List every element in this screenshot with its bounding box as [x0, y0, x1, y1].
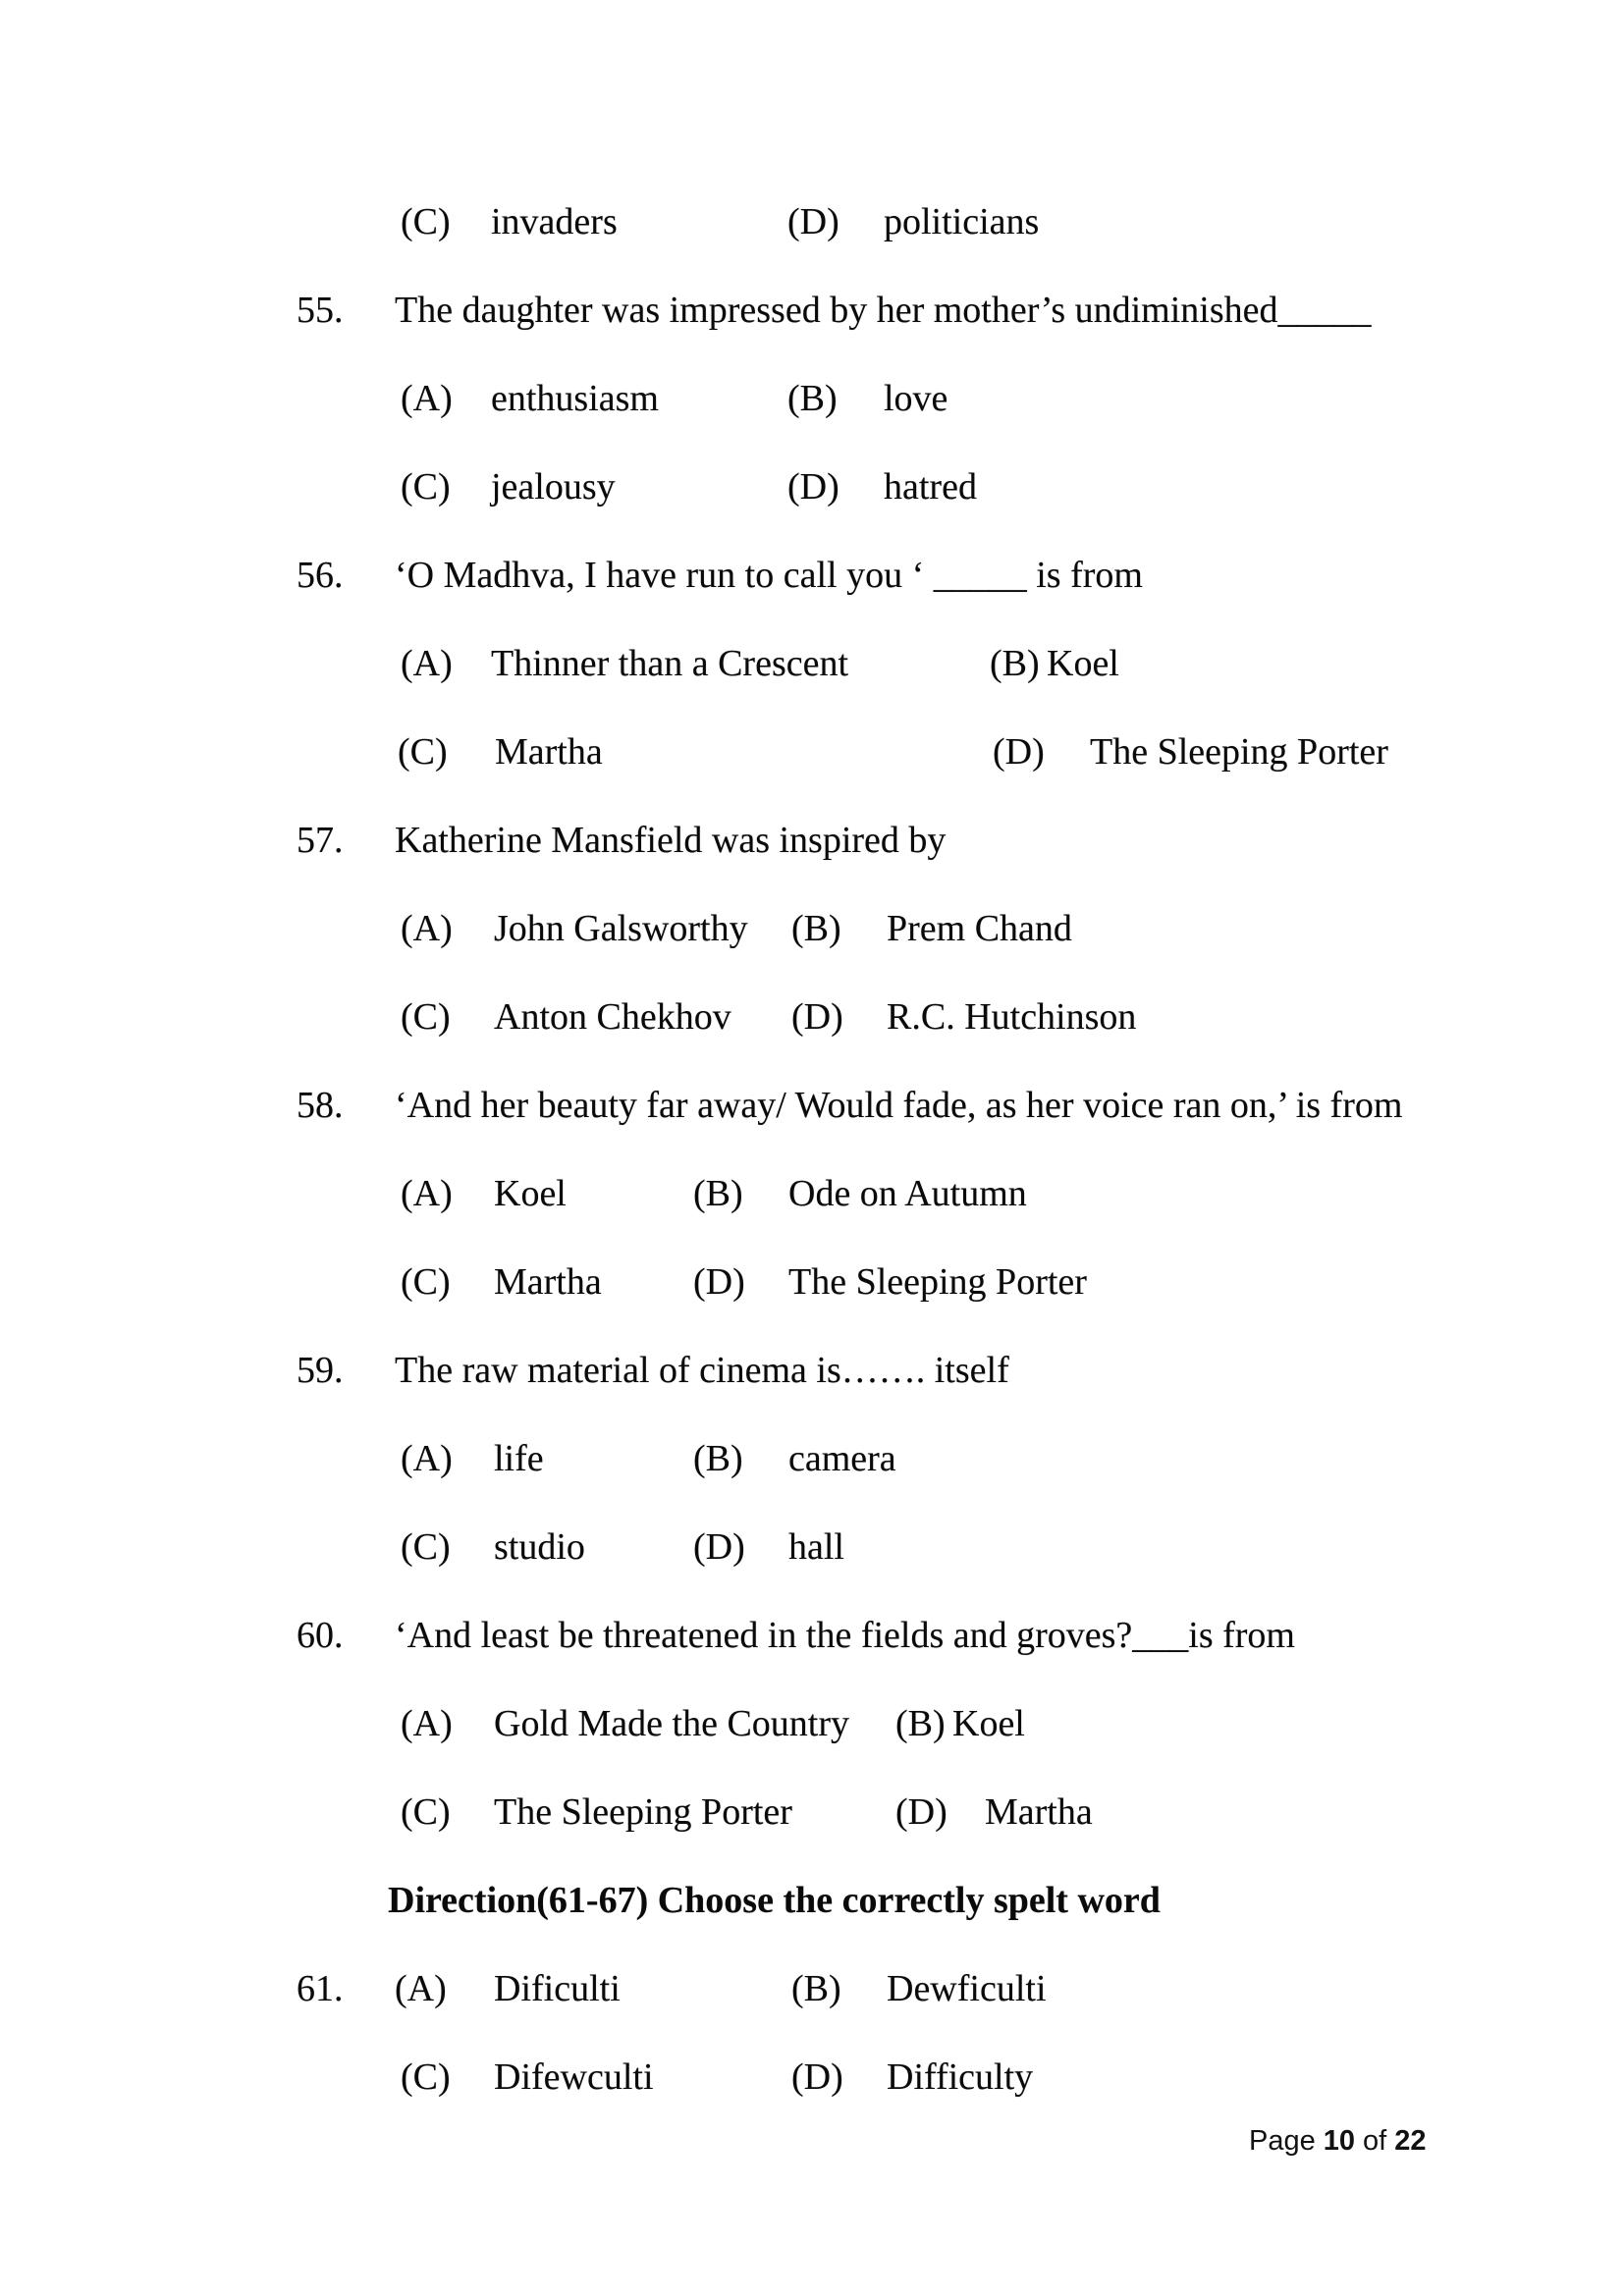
- option-letter: (A): [401, 1438, 453, 1479]
- question-number: 56.: [297, 555, 344, 596]
- question-text: Katherine Mansfield was inspired by: [395, 820, 947, 861]
- page-of-label: of: [1363, 2125, 1387, 2157]
- question-text: ‘O Madhva, I have run to call you ‘ _____ is from: [395, 555, 1143, 596]
- option-label: camera: [788, 1438, 896, 1479]
- question-number: 59.: [297, 1350, 344, 1391]
- question-row: [0, 1061, 1624, 1149]
- option-letter: (B): [895, 1703, 946, 1744]
- option-label: Martha: [985, 1791, 1093, 1833]
- option-row: [0, 1238, 1624, 1326]
- option-letter: (B): [787, 378, 838, 419]
- option-label: Thinner than a Crescent: [491, 643, 849, 684]
- direction-heading: Direction(61-67) Choose the correctly spelt word: [388, 1880, 1161, 1921]
- option-label: Dificulti: [494, 1968, 621, 2009]
- option-letter: (B): [990, 643, 1040, 684]
- option-letter: (A): [401, 908, 453, 949]
- option-letter: (C): [401, 201, 451, 242]
- question-row: [0, 266, 1624, 354]
- question-number: 55.: [297, 290, 344, 331]
- option-letter: (C): [398, 731, 448, 773]
- option-letter: (D): [993, 731, 1045, 773]
- question-row: [0, 1591, 1624, 1680]
- option-label: Koel: [952, 1703, 1025, 1744]
- page-label: Page: [1249, 2125, 1316, 2157]
- option-label: Gold Made the Country: [494, 1703, 850, 1744]
- page-number: 10: [1323, 2125, 1355, 2157]
- option-letter: (C): [401, 466, 451, 507]
- option-letter: (D): [693, 1261, 745, 1303]
- option-label: jealousy: [491, 466, 616, 507]
- option-letter: (C): [401, 1526, 451, 1568]
- question-row: [0, 796, 1624, 884]
- option-label: studio: [494, 1526, 585, 1568]
- option-letter: (C): [401, 2056, 451, 2098]
- option-letter: (B): [693, 1438, 743, 1479]
- option-label: Martha: [495, 731, 603, 773]
- option-letter: (D): [895, 1791, 947, 1833]
- option-letter: (B): [791, 1968, 841, 2009]
- page-footer: [1249, 2120, 1426, 2162]
- option-label: The Sleeping Porter: [788, 1261, 1087, 1303]
- option-label: life: [494, 1438, 544, 1479]
- option-letter: (D): [693, 1526, 745, 1568]
- option-label: hall: [788, 1526, 844, 1568]
- option-row: [0, 884, 1624, 973]
- option-label: enthusiasm: [491, 378, 659, 419]
- question-text: The raw material of cinema is……. itself: [395, 1350, 1009, 1391]
- option-label: invaders: [491, 201, 618, 242]
- question-number: 58.: [297, 1085, 344, 1126]
- question-number: 60.: [297, 1615, 344, 1656]
- option-label: Difficulty: [887, 2056, 1034, 2098]
- option-row: [0, 708, 1624, 796]
- option-label: hatred: [884, 466, 977, 507]
- option-label: Ode on Autumn: [788, 1173, 1027, 1214]
- option-row: [0, 619, 1624, 708]
- option-letter: (D): [791, 2056, 843, 2098]
- option-row: [0, 443, 1624, 531]
- option-letter: (D): [787, 466, 839, 507]
- option-row: [0, 354, 1624, 443]
- option-letter: (A): [401, 643, 453, 684]
- option-label: R.C. Hutchinson: [887, 996, 1137, 1038]
- option-label: Dewficulti: [887, 1968, 1047, 2009]
- option-label: The Sleeping Porter: [494, 1791, 792, 1833]
- option-letter: (A): [401, 1173, 453, 1214]
- question-text: ‘And least be threatened in the fields and groves?___is from: [395, 1615, 1295, 1656]
- option-label: John Galsworthy: [494, 908, 748, 949]
- question-number: 61.: [297, 1968, 344, 2009]
- option-row: [0, 1768, 1624, 1856]
- question-row: [0, 531, 1624, 619]
- option-letter: (B): [791, 908, 841, 949]
- question-text: ‘And her beauty far away/ Would fade, as her voice ran on,’ is from: [395, 1085, 1403, 1126]
- option-row: [0, 2033, 1624, 2121]
- option-row: [0, 1680, 1624, 1768]
- option-letter: (D): [787, 201, 839, 242]
- option-letter: (A): [401, 1703, 453, 1744]
- question-number: 57.: [297, 820, 344, 861]
- option-label: Koel: [1047, 643, 1119, 684]
- option-letter: (C): [401, 996, 451, 1038]
- option-letter: (C): [401, 1791, 451, 1833]
- option-letter: (A): [395, 1968, 447, 2009]
- option-label: love: [884, 378, 948, 419]
- question-row: [0, 1326, 1624, 1415]
- option-row: [0, 1149, 1624, 1238]
- option-letter: (C): [401, 1261, 451, 1303]
- option-letter: (B): [693, 1173, 743, 1214]
- page-total: 22: [1394, 2125, 1427, 2157]
- option-row: [0, 973, 1624, 1061]
- question-row: [0, 1945, 1624, 2033]
- option-label: Difewculti: [494, 2056, 654, 2098]
- option-label: Prem Chand: [887, 908, 1072, 949]
- option-letter: (A): [401, 378, 453, 419]
- option-row: [0, 1503, 1624, 1591]
- option-letter: (D): [791, 996, 843, 1038]
- option-label: Martha: [494, 1261, 602, 1303]
- option-label: The Sleeping Porter: [1090, 731, 1388, 773]
- option-label: Koel: [494, 1173, 567, 1214]
- option-row: [0, 178, 1624, 266]
- question-text: The daughter was impressed by her mother’s undiminished_____: [395, 290, 1372, 331]
- option-label: Anton Chekhov: [494, 996, 731, 1038]
- direction-row: [0, 1856, 1624, 1945]
- option-label: politicians: [884, 201, 1040, 242]
- option-row: [0, 1415, 1624, 1503]
